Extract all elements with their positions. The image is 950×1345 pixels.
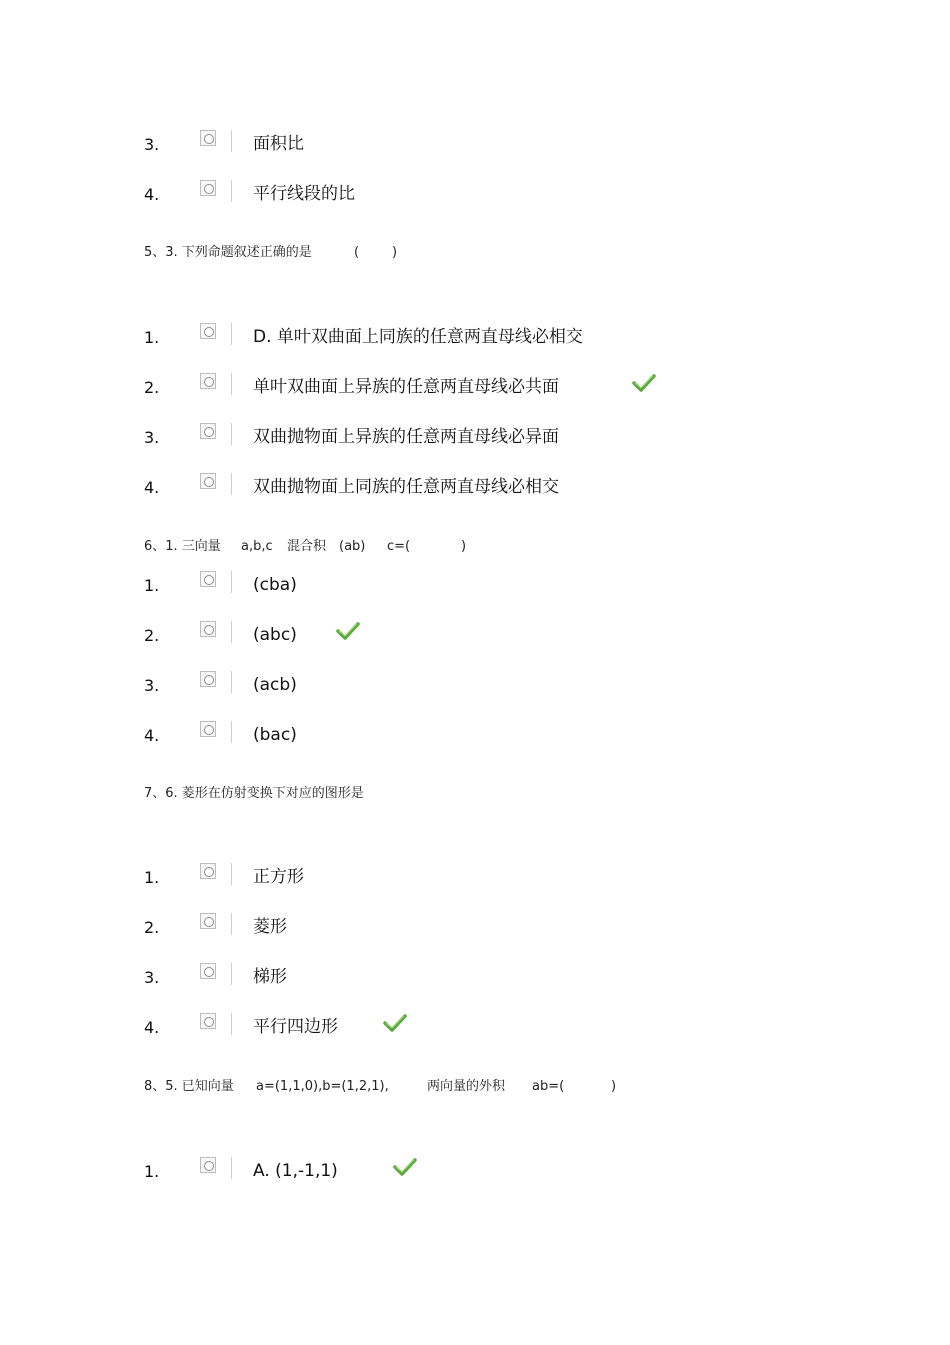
option-label: 单叶双曲面上异族的任意两直母线必共面 <box>253 377 559 397</box>
option-row[interactable] <box>0 913 950 943</box>
check-mark-icon <box>336 621 360 641</box>
option-label: 平行四边形 <box>253 1017 338 1037</box>
option-row[interactable] <box>0 963 950 993</box>
option-row[interactable] <box>0 180 950 210</box>
option-row[interactable] <box>0 671 950 701</box>
radio-button-icon[interactable] <box>200 1013 232 1035</box>
option-number: 2. <box>144 918 160 937</box>
radio-button-icon[interactable] <box>200 373 232 395</box>
option-number: 1. <box>144 868 160 887</box>
radio-button-icon[interactable] <box>200 863 232 885</box>
radio-button-icon[interactable] <box>200 1157 232 1179</box>
radio-button-icon[interactable] <box>200 963 232 985</box>
check-mark-icon <box>393 1157 417 1177</box>
radio-button-icon[interactable] <box>200 130 232 152</box>
option-label: A. (1,-1,1) <box>253 1161 338 1181</box>
check-mark-icon <box>632 373 656 393</box>
option-row[interactable] <box>0 423 950 453</box>
option-row[interactable] <box>0 323 950 353</box>
option-label: (bac) <box>253 725 297 745</box>
option-row[interactable] <box>0 863 950 893</box>
option-label: (abc) <box>253 625 297 645</box>
option-number: 2. <box>144 378 160 397</box>
option-number: 1. <box>144 328 160 347</box>
option-number: 4. <box>144 478 160 497</box>
radio-button-icon[interactable] <box>200 913 232 935</box>
radio-button-icon[interactable] <box>200 571 232 593</box>
option-label: 梯形 <box>253 967 287 987</box>
option-label: 平行线段的比 <box>253 184 355 204</box>
option-number: 3. <box>144 135 160 154</box>
option-label: 双曲抛物面上同族的任意两直母线必相交 <box>253 477 559 497</box>
option-row[interactable] <box>0 473 950 503</box>
option-row[interactable] <box>0 621 950 651</box>
option-number: 4. <box>144 726 160 745</box>
option-number: 3. <box>144 676 160 695</box>
option-label: D. 单叶双曲面上同族的任意两直母线必相交 <box>253 327 583 347</box>
option-row[interactable] <box>0 1013 950 1043</box>
option-label: 正方形 <box>253 867 304 887</box>
option-number: 1. <box>144 1162 160 1181</box>
radio-button-icon[interactable] <box>200 621 232 643</box>
radio-button-icon[interactable] <box>200 671 232 693</box>
radio-button-icon[interactable] <box>200 323 232 345</box>
option-label: 面积比 <box>253 134 304 154</box>
option-number: 1. <box>144 576 160 595</box>
option-row[interactable] <box>0 571 950 601</box>
option-row[interactable] <box>0 130 950 160</box>
option-label: (cba) <box>253 575 297 595</box>
option-label: 菱形 <box>253 917 287 937</box>
option-label: 双曲抛物面上异族的任意两直母线必异面 <box>253 427 559 447</box>
radio-button-icon[interactable] <box>200 423 232 445</box>
option-row[interactable] <box>0 1157 950 1187</box>
option-label: (acb) <box>253 675 297 695</box>
option-number: 2. <box>144 626 160 645</box>
radio-button-icon[interactable] <box>200 721 232 743</box>
radio-button-icon[interactable] <box>200 473 232 495</box>
option-number: 3. <box>144 428 160 447</box>
check-mark-icon <box>383 1013 407 1033</box>
option-row[interactable] <box>0 373 950 403</box>
option-number: 4. <box>144 1018 160 1037</box>
quiz-page: 3. 面积比 4. 平行线段的比 5、3. 下列命题叙述正确的是 ( ) 1. D. 单叶双曲面上同族的任意两直母线必相交 2. 单叶双曲面上异族的任意两直母线必共面 3. 双曲抛物面上异族的任意两直母线必异面 4. 双曲抛物面上同族的任意两直母线必相交 6、1. 三向量 a,b,c 混合积 (ab) c=( ) 1. (cba) 2. (abc) 3. (acb) 4. (bac) 7、6. 菱形在仿射变换下对应的图形是 1. 正方形 2. 菱形 3. 梯形 4. 平行四边形 8、5. 已知向量 a=(1,1,0),b=(1,2,1), 两向量的外积 ab=( ) 1. A. (1,-1,1) <box>0 0 950 1345</box>
radio-button-icon[interactable] <box>200 180 232 202</box>
option-number: 4. <box>144 185 160 204</box>
option-row[interactable] <box>0 721 950 751</box>
option-number: 3. <box>144 968 160 987</box>
